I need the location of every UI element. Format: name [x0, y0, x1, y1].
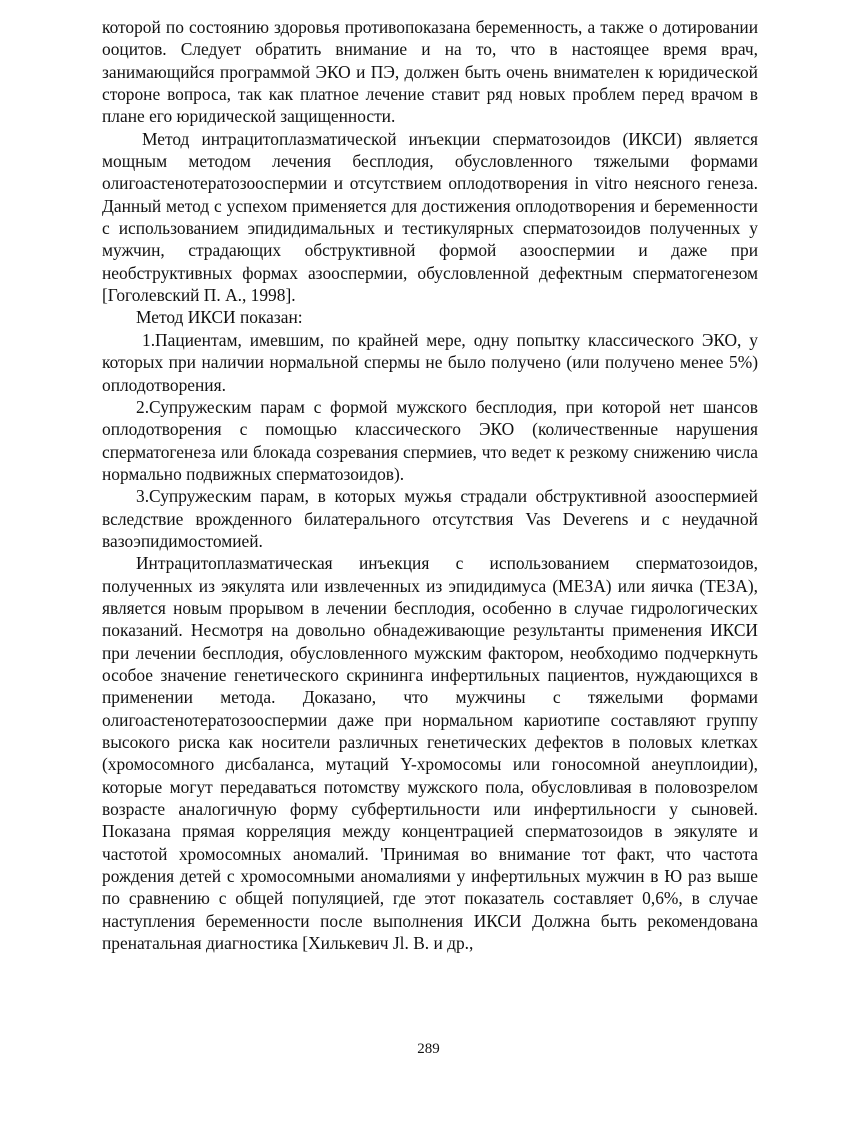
paragraph-icsi-method: Метод интрацитоплазматической инъекции сперматозоидов (ИКСИ) является мощным методом лечения бесплодия, обусловленного тяжелыми формами олигоастенотератозооспермии и отсутствием оплодотворения in vitro неясного генеза. Данный метод с успехом применяется для достижения оплодотворения и беременности с использованием эпидидимальных и тестикулярных сперматозоидов полученных у мужчин, страдающих обструктивной формой азооспермии и даже при необструктивных формах азооспермии, обусловленной дефектным сперматогенезом [Гоголевский П. А., 1998]. — [102, 128, 758, 306]
body-text — [102, 16, 758, 954]
paragraph-icsi-indications-heading: Метод ИКСИ показан: — [136, 307, 303, 328]
paragraph-genetic-screening: Интрацитоплазматическая инъекция с использованием сперматозоидов, полученных из эякулята или извлеченных из эпидидимуса (МЕЗА) или яичка (ТЕЗА), является новым прорывом в лечении бесплодия, особенно в случае гидрологических показаний. Несмотря на довольно обнадеживающие результанты применения ИКСИ при лечении бесплодия, обусловленного мужским фактором, необходимо подчеркнуть особое значение генетического скрининга инфертильных пациентов, нуждающихся в применении метода. Доказано, что мужчины с тяжелыми формами олигоастенотератозооспермии даже при нормальном кариотипе составляют группу высокого риска как носители различных генетических дефектов в половых клетках (хромосомного дисбаланса, мутаций Y-хромосомы или гоносомной анеуплоидии), которые могут передаваться потомству мужского пола, обусловливая в половозрелом возрасте аналогичную форму субфертильности или инфертильносги у сыновей. Показана прямая корреляция между концентрацией сперматозоидов в эякуляте и частотой хромосомных аномалий. 'Принимая во внимание тот факт, что частота рождения детей с хромосомными аномалиями у инфертильных мужчин в Ю раз выше по сравнению с общей популяцией, где этот показатель составляет 0,6%, в случае наступления беременности после выполнения ИКСИ Должна быть рекомендована пренатальная диагностика [Хилькевич Jl. В. и др., — [102, 553, 758, 954]
list-item-indication-3: 3.Супружеским парам, в которых мужья страдали обструктивной азооспермией вследствие врожденного билатерального отсутствия Vas Deverens и с неудачной вазоэпидимостомией. — [102, 486, 758, 551]
page-number: 289 — [417, 1041, 440, 1057]
list-item-indication-1: 1.Пациентам, имевшим, по крайней мере, одну попытку классического ЭКО, у которых при наличии нормальной спермы не было получено (или получено менее 5%) оплодотворения. — [102, 329, 758, 395]
list-item-indication-2: 2.Супружеским парам с формой мужского бесплодия, при которой нет шансов оплодотворения с помощью классического ЭКО (количественные нарушения сперматогенеза или блокада созревания спермиев, что ведет к резкому снижению числа нормально подвижных сперматозоидов). — [102, 396, 758, 484]
paragraph-intro-continuation: которой по состоянию здоровья противопоказана беременность, а также о дотировании ооцитов. Следует обратить внимание и на то, что в настоящее время врач, занимающийся программой ЭКО и ПЭ, должен быть очень внимателен к юридической стороне вопроса, так как платное лечение ставит ряд новых проблем перед врачом в плане его юридической защищенности. — [102, 17, 758, 127]
